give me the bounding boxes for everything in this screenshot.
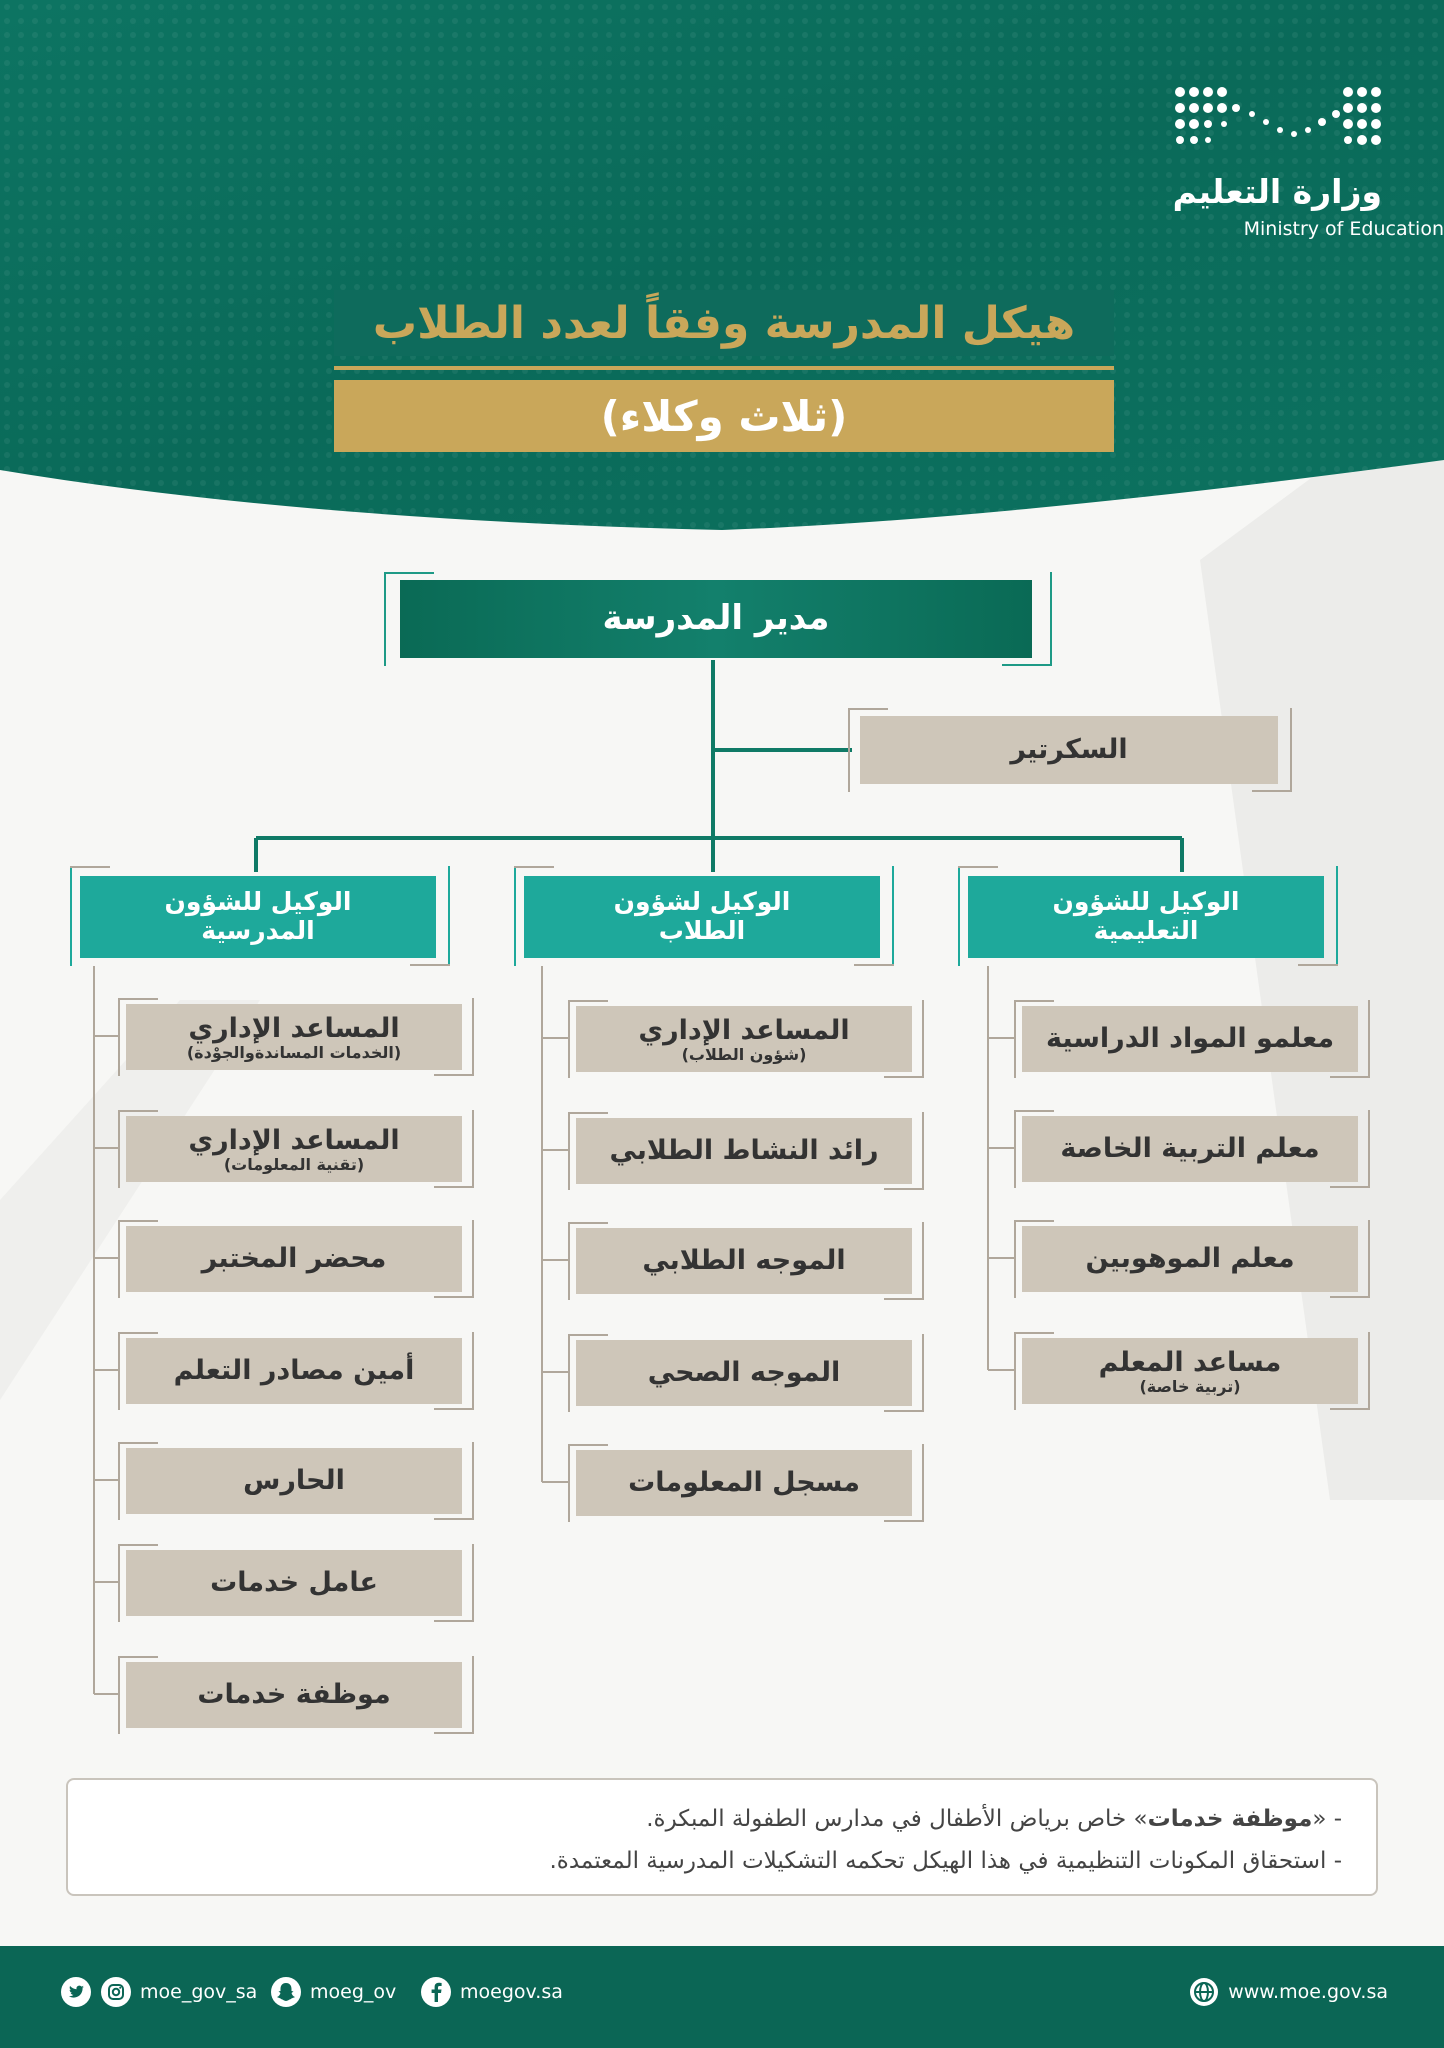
node-label: معلم الموهوبين	[1085, 1243, 1295, 1275]
node-label: معلم التربية الخاصة	[1060, 1133, 1320, 1165]
node-activity-leader	[576, 1118, 912, 1184]
node-label: الموجه الصحي	[647, 1357, 841, 1389]
page-subtitle: (ثلاث وكلاء)	[600, 391, 848, 441]
page-title: هيكل المدرسة وفقاً لعدد الطلاب	[372, 297, 1076, 349]
node-label: مساعد المعلم	[1098, 1346, 1282, 1378]
node-label: السكرتير	[1010, 734, 1128, 766]
node-info-registrar	[576, 1450, 912, 1516]
node-admin-assistant-students	[576, 1006, 912, 1072]
instagram-icon	[100, 1976, 132, 2008]
facebook-handle: moegov.sa	[460, 1981, 563, 2003]
note-text: » خاص برياض الأطفال في مدارس الطفولة المبكرة.	[646, 1806, 1148, 1832]
node-deputy-school	[80, 876, 436, 958]
twitter-instagram-handle: moe_gov_sa	[140, 1981, 258, 2003]
node-label: مدير المدرسة	[602, 598, 830, 639]
node-gifted-teacher	[1022, 1226, 1358, 1292]
note-prefix: - «	[1312, 1806, 1342, 1832]
node-label: المدرسية	[201, 916, 315, 945]
snapchat-link[interactable]	[270, 1970, 396, 2014]
node-sublabel: (تقنية المعلومات)	[223, 1154, 365, 1174]
note-line-1	[102, 1798, 1342, 1840]
facebook-icon	[420, 1976, 452, 2008]
snapchat-icon	[270, 1976, 302, 2008]
node-label: التعليمية	[1093, 916, 1199, 945]
node-label: موظفة خدمات	[197, 1679, 391, 1711]
website-url: www.moe.gov.sa	[1228, 1981, 1388, 2003]
node-service-worker-female	[126, 1662, 462, 1728]
ministry-name-english: Ministry of Education	[1243, 218, 1444, 240]
node-sublabel: (تربية خاصة)	[1139, 1376, 1241, 1396]
node-label: الوكيل لشؤون	[613, 887, 791, 917]
node-label: الموجه الطلابي	[642, 1245, 846, 1277]
node-deputy-educational	[968, 876, 1324, 958]
node-label: المساعد الإداري	[638, 1014, 850, 1046]
node-service-worker	[126, 1550, 462, 1616]
snapchat-handle: moeg_ov	[310, 1981, 397, 2003]
node-label: الوكيل للشؤون	[164, 887, 352, 917]
node-admin-assistant-it	[126, 1116, 462, 1182]
node-secretary	[860, 716, 1278, 784]
node-label: أمين مصادر التعلم	[173, 1355, 415, 1387]
node-sublabel: (شؤون الطلاب)	[681, 1044, 807, 1064]
node-label: رائد النشاط الطلابي	[609, 1135, 879, 1167]
node-principal	[400, 580, 1032, 658]
node-label: الوكيل للشؤون	[1052, 887, 1240, 917]
node-label: المساعد الإداري	[188, 1012, 400, 1044]
node-student-counselor	[576, 1228, 912, 1294]
node-teacher-assistant	[1022, 1338, 1358, 1404]
node-subject-teachers	[1022, 1006, 1358, 1072]
node-guard	[126, 1448, 462, 1514]
node-health-counselor	[576, 1340, 912, 1406]
twitter-icon	[60, 1976, 92, 2008]
node-deputy-students	[524, 876, 880, 958]
facebook-link[interactable]	[420, 1970, 563, 2014]
node-label: مسجل المعلومات	[628, 1467, 860, 1499]
ministry-name-arabic: وزارة التعليم	[1172, 172, 1382, 211]
node-admin-assistant-support	[126, 1004, 462, 1070]
node-label: الطلاب	[658, 916, 746, 945]
node-label: محضر المختبر	[201, 1243, 387, 1275]
node-special-ed-teacher	[1022, 1116, 1358, 1182]
twitter-instagram-link[interactable]	[60, 1970, 257, 2014]
node-sublabel: (الخدمات المساندةوالجوْدة)	[186, 1042, 402, 1062]
node-label: المساعد الإداري	[188, 1124, 400, 1156]
note-bold-term: موظفة خدمات	[1147, 1806, 1313, 1832]
globe-icon	[1188, 1976, 1220, 2008]
notes-box	[66, 1778, 1378, 1896]
node-learning-resources	[126, 1338, 462, 1404]
node-lab-preparer	[126, 1226, 462, 1292]
node-label: الحارس	[243, 1465, 345, 1497]
node-label: معلمو المواد الدراسية	[1045, 1023, 1335, 1055]
website-link[interactable]	[1188, 1970, 1388, 2014]
node-label: عامل خدمات	[210, 1567, 378, 1599]
note-line-2: - استحقاق المكونات التنظيمية في هذا الهيكل تحكمه التشكيلات المدرسية المعتمدة.	[549, 1848, 1342, 1874]
